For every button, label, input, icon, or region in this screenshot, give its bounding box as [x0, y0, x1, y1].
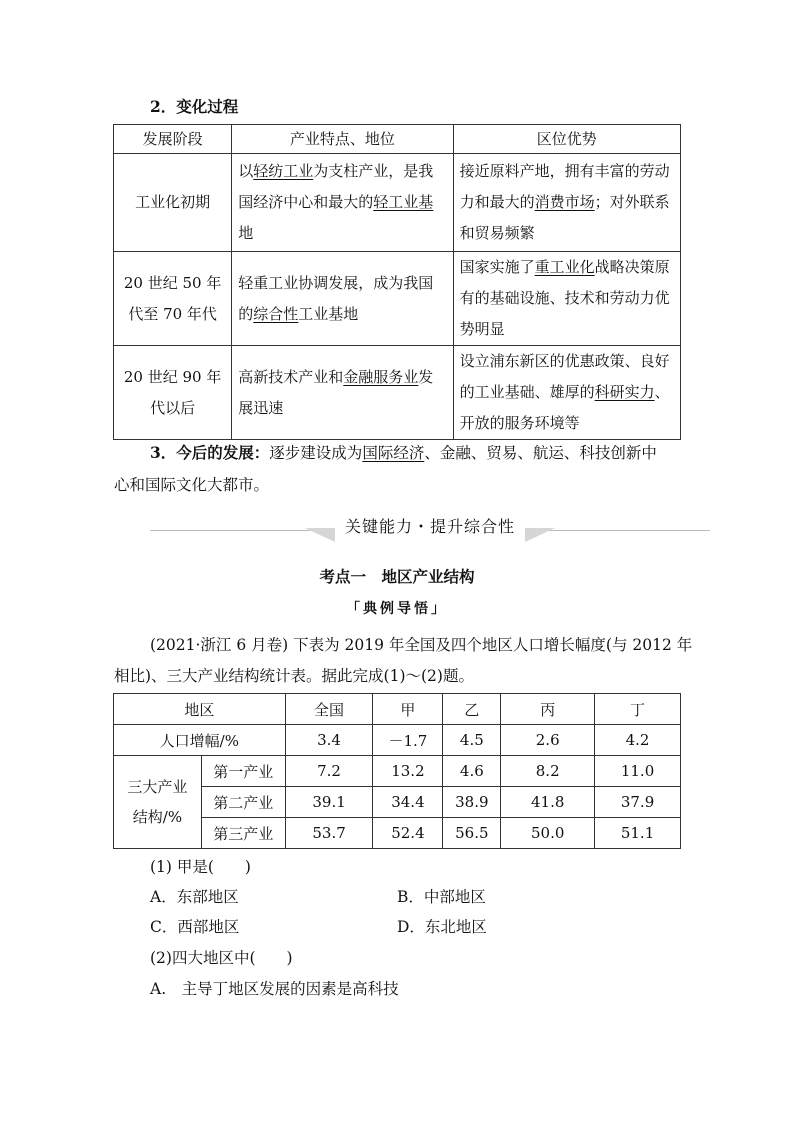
stage-cell: 20 世纪 90 年代以后	[114, 346, 232, 440]
q1-option-a[interactable]: A．东部地区	[150, 888, 239, 906]
section-3-line2: 心和国际文化大都市。	[114, 476, 270, 494]
table-header: 产业特点、地位	[232, 125, 453, 154]
table-header: 丁	[595, 694, 681, 725]
table-cell: 37.9	[595, 787, 681, 818]
example-tag: 「典例导悟」	[346, 601, 448, 617]
table-cell: 41.8	[501, 787, 595, 818]
table-cell: 34.4	[373, 787, 443, 818]
table-cell: －1.7	[373, 725, 443, 756]
table-header: 丙	[501, 694, 595, 725]
table-cell: 51.1	[595, 818, 681, 849]
table-cell: 38.9	[443, 787, 501, 818]
question-1-stem: (1) 甲是( )	[150, 858, 251, 876]
table-cell: 8.2	[501, 756, 595, 787]
table-cell: 11.0	[595, 756, 681, 787]
banner-right-rule	[530, 530, 710, 531]
section-3-paragraph: 3．今后的发展：逐步建设成为国际经济、金融、贸易、航运、科技创新中	[150, 443, 657, 462]
table-row	[114, 725, 681, 756]
table-cell: 56.5	[443, 818, 501, 849]
table-header: 地区	[114, 694, 286, 725]
table-cell: 50.0	[501, 818, 595, 849]
region-stats-table	[113, 693, 681, 849]
table-header: 乙	[443, 694, 501, 725]
table-cell: 4.2	[595, 725, 681, 756]
q2-option-a[interactable]: A. 主导丁地区发展的因素是高科技	[150, 980, 399, 998]
kaodian-title: 考点一 地区产业结构	[319, 567, 475, 586]
table-header: 发展阶段	[114, 125, 232, 154]
feature-cell: 轻重工业协调发展，成为我国的综合性工业基地	[232, 252, 453, 346]
q1-option-b[interactable]: B．中部地区	[397, 888, 486, 906]
banner-left-rule	[150, 530, 330, 531]
advantage-cell: 设立浦东新区的优惠政策、良好的工业基础、雄厚的科研实力、开放的服务环境等	[453, 346, 680, 440]
q1-option-c[interactable]: C．西部地区	[150, 918, 240, 936]
population-label: 人口增幅/%	[114, 725, 286, 756]
intro-line-2: 相比)、三大产业结构统计表。据此完成(1)～(2)题。	[114, 667, 474, 685]
intro-line-1: (2021·浙江 6 月卷) 下表为 2019 年全国及四个地区人口增长幅度(与 2012 年	[150, 636, 693, 654]
table-header: 区位优势	[453, 125, 680, 154]
table-row	[114, 694, 681, 725]
table-header: 全国	[285, 694, 373, 725]
structure-label: 三大产业 结构/%	[114, 756, 202, 849]
table-row	[114, 346, 681, 440]
table-cell: 2.6	[501, 725, 595, 756]
q1-option-d[interactable]: D．东北地区	[397, 918, 487, 936]
section-3-label: 3．今后的发展：	[150, 443, 270, 462]
table-row	[114, 252, 681, 346]
table-cell: 52.4	[373, 818, 443, 849]
table-cell: 13.2	[373, 756, 443, 787]
stage-cell: 20 世纪 50 年代至 70 年代	[114, 252, 232, 346]
advantage-cell: 国家实施了重工业化战略决策原有的基础设施、技术和劳动力优势明显	[453, 252, 680, 346]
table-row	[114, 154, 681, 252]
section-2-title: 2．变化过程	[150, 97, 239, 116]
stage-cell: 工业化初期	[114, 154, 232, 252]
feature-cell: 高新技术产业和金融服务业发展迅速	[232, 346, 453, 440]
table-cell: 7.2	[285, 756, 373, 787]
industry-label: 第二产业	[201, 787, 285, 818]
change-process-table	[113, 124, 681, 440]
table-header: 甲	[373, 694, 443, 725]
advantage-cell: 接近原料产地，拥有丰富的劳动力和最大的消费市场；对外联系和贸易频繁	[453, 154, 680, 252]
table-cell: 4.6	[443, 756, 501, 787]
table-row	[114, 756, 681, 787]
table-cell: 4.5	[443, 725, 501, 756]
feature-cell: 以轻纺工业为支柱产业，是我国经济中心和最大的轻工业基地	[232, 154, 453, 252]
industry-label: 第一产业	[201, 756, 285, 787]
industry-label: 第三产业	[201, 818, 285, 849]
table-cell: 3.4	[285, 725, 373, 756]
table-cell: 39.1	[285, 787, 373, 818]
section-banner: 关键能力・提升综合性	[344, 517, 515, 536]
table-cell: 53.7	[285, 818, 373, 849]
question-2-stem: (2)四大地区中( )	[150, 949, 293, 967]
